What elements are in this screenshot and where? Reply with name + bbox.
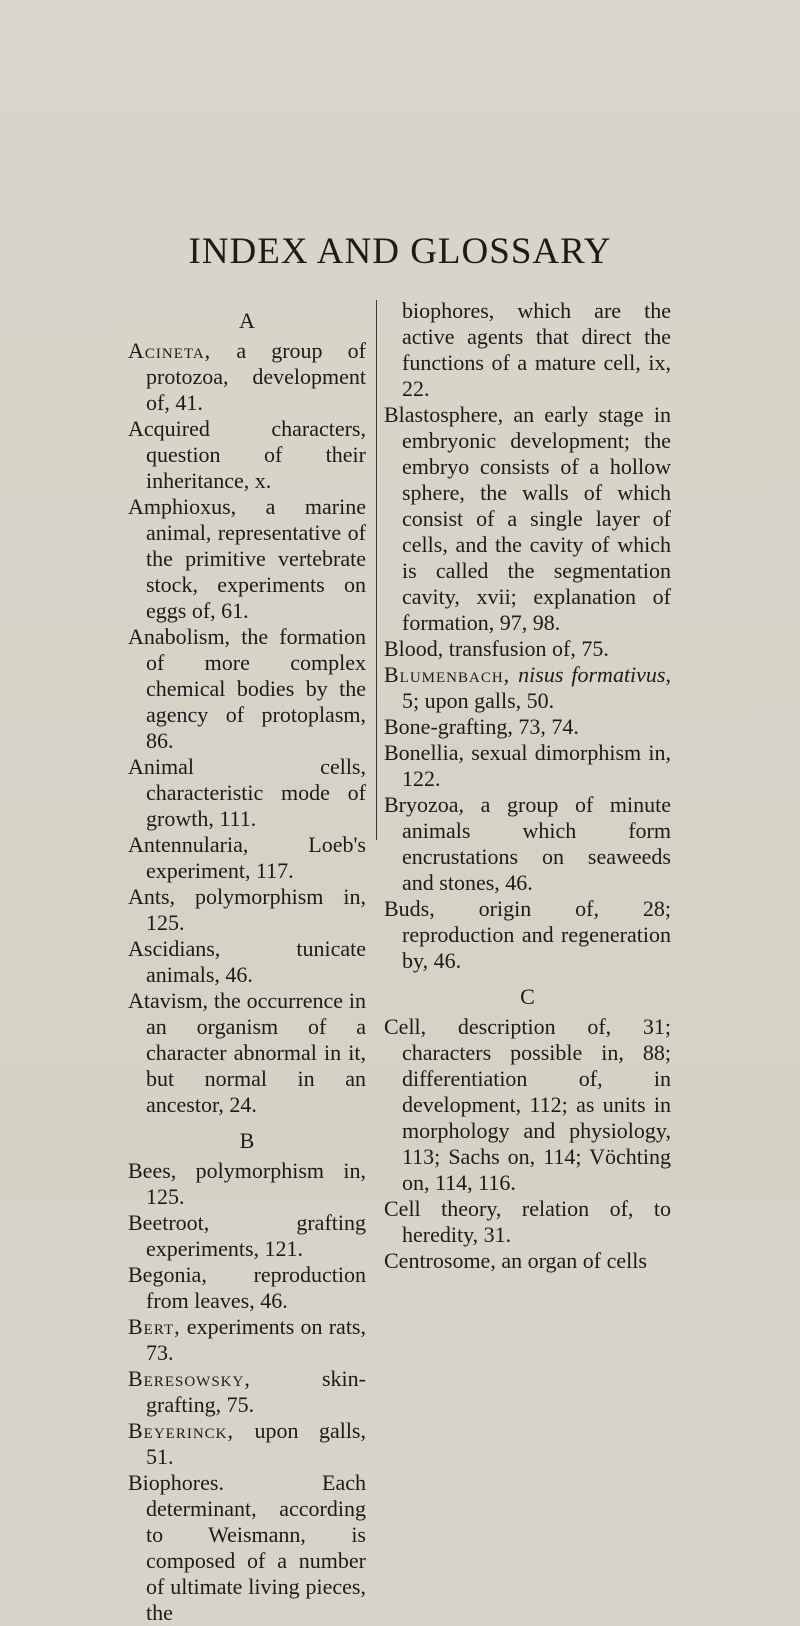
entry-italic: nisus formativus, [518,662,671,687]
entry-bone-grafting: Bone-grafting, 73, 74. [384,714,579,739]
entry-begonia: Begonia, reproduction from leaves, 46. [128,1262,366,1313]
entry-acineta [128,338,366,416]
entry-biophores: Biophores. Each determinant, according to Weismann, is composed of a number of ultimate living pieces, the [128,1470,366,1625]
entry-animal-cells: Animal cells, characteristic mode of growth, 111. [128,754,366,831]
entry-buds: Buds, origin of, 28; reproduction and regeneration by, 46. [384,896,671,973]
entry-beyerinck [128,1418,366,1470]
entry-cell-theory: Cell theory, relation of, to heredity, 31. [384,1196,671,1247]
section-letter-a: A [239,308,255,333]
entry-text: 5; upon galls, 50. [402,688,555,713]
section-letter-c: C [520,984,535,1009]
entry-blood: Blood, transfusion of, 75. [384,636,609,661]
entry-beetroot: Beetroot, grafting experiments, 121. [128,1210,366,1261]
entry-bonellia: Bonellia, sexual dimorphism in, 122. [384,740,671,791]
entry-ants: Ants, polymorphism in, 125. [128,884,366,935]
entry-head: Beresowsky, [128,1366,251,1391]
entry-text: experiments on rats, 73. [146,1314,366,1365]
entry-head: Bert, [128,1314,181,1339]
entry-bert [128,1314,366,1366]
entry-blumenbach [384,662,671,714]
column-divider [376,300,377,840]
entry-biophores-continued: biophores, which are the active agents that direct the functions of a mature cell, ix, 22. [402,298,671,401]
entry-ascidians: Ascidians, tunicate animals, 46. [128,936,366,987]
left-column [128,298,366,1626]
right-column [384,298,671,1274]
entry-bees: Bees, polymorphism in, 125. [128,1158,366,1209]
section-letter-b: B [239,1128,255,1153]
entry-acquired: Acquired characters, question of their inheritance, x. [128,416,366,493]
entry-anabolism: Anabolism, the formation of more complex chemical bodies by the agency of protoplasm, 86. [128,624,366,753]
entry-blastosphere: Blastosphere, an early stage in embryonic development; the embryo consists of a hollow sphere, the walls of which consist of a single layer of cells, and the cavity of which is called the segmentation cavity, xvii; explanation of formation, 97, 98. [384,402,671,635]
entry-text: a group of protozoa, development of, 41. [146,338,366,415]
entry-centrosome: Centrosome, an organ of cells [384,1248,647,1273]
page-title: INDEX AND GLOSSARY [188,231,612,272]
entry-head: Beyerinck, [128,1418,235,1443]
entry-bryozoa: Bryozoa, a group of minute animals which form encrustations on seaweeds and stones, 46. [384,792,671,895]
entry-cell: Cell, description of, 31; characters possible in, 88; differentiation of, in development, 112; as units in morphology and physiology, 113; Sachs on, 114; Vöchting on, 114, 116. [384,1014,671,1195]
entry-antennularia: Antennularia, Loeb's experiment, 117. [128,832,366,883]
entry-atavism: Atavism, the occurrence in an organism of a character abnormal in it, but normal in an ancestor, 24. [128,988,366,1117]
entry-amphioxus: Amphioxus, a marine animal, representative of the primitive vertebrate stock, experiments on eggs of, 61. [128,494,366,623]
entry-head: Acineta, [128,338,212,363]
entry-head: Blumenbach, [384,662,511,687]
entry-text: skin-grafting, 75. [146,1366,366,1417]
entry-text: upon galls, 51. [146,1418,366,1469]
entry-beresowsky [128,1366,366,1418]
